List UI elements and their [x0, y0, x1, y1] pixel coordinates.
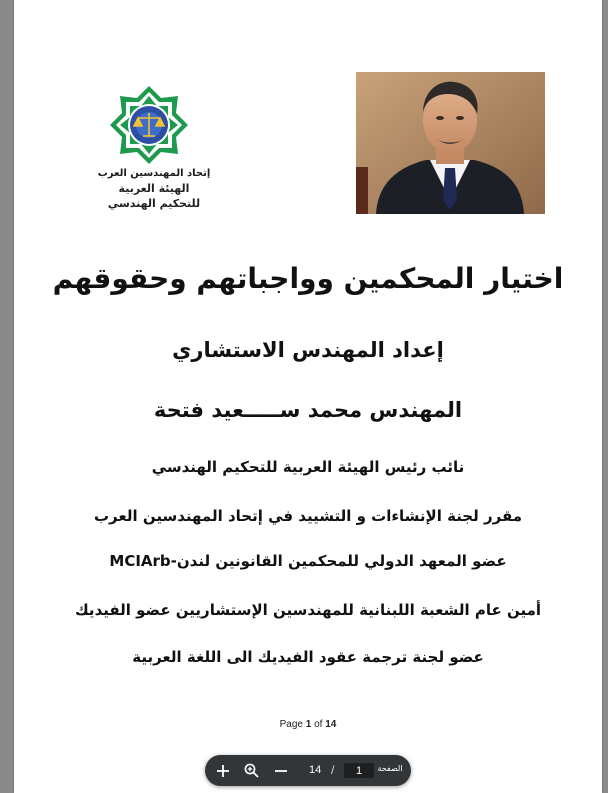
- author-role-line: أمين عام الشعبة اللبنانية للمهندسين الإستشاريين عضو الفيديك: [74, 601, 542, 619]
- add-button[interactable]: [211, 755, 235, 786]
- zoom-out-button[interactable]: [269, 755, 293, 786]
- minus-icon: [274, 764, 288, 778]
- logo-caption: [84, 166, 224, 211]
- zoom-in-icon: [244, 763, 259, 778]
- page-current: 1: [305, 719, 312, 730]
- author-name: المهندس محمد ســـــعيد فتحة: [153, 398, 463, 422]
- total-pages: 14: [309, 764, 322, 776]
- page-total: 14: [325, 719, 337, 730]
- pdf-viewer-toolbar: [205, 755, 411, 786]
- author-portrait-photo: [356, 72, 545, 214]
- page-separator: /: [331, 763, 335, 777]
- document-title: اختيار المحكمين وواجباتهم وحقوقهم: [52, 262, 564, 295]
- author-role-line: عضو المعهد الدولي للمحكمين القانونين لندن-MCIArb: [109, 552, 507, 570]
- author-role-line: نائب رئيس الهيئة العربية للتحكيم الهندسي: [151, 458, 465, 476]
- page-word: Page: [279, 719, 303, 730]
- author-role-line: عضو لجنة ترجمة عقود الفيديك الى اللغة العربية: [132, 648, 484, 666]
- logo-caption-arbitration: للتحكيم الهندسي: [107, 197, 201, 210]
- page-of-word: of: [314, 719, 323, 730]
- prepared-by-heading: إعداد المهندس الاستشاري: [172, 338, 444, 362]
- zoom-in-button[interactable]: [239, 755, 263, 786]
- page-number-footer: [14, 719, 602, 730]
- plus-icon: [216, 764, 230, 778]
- logo-caption-union: إتحاد المهندسين العرب: [97, 168, 211, 179]
- page-number-input[interactable]: [344, 763, 374, 778]
- arab-engineers-union-logo: [108, 84, 190, 166]
- document-page: [14, 0, 602, 793]
- page-label: الصفحة: [377, 764, 403, 773]
- author-role-line: مقرر لجنة الإنشاءات و التشييد في إتحاد المهندسين العرب: [93, 507, 523, 525]
- logo-caption-commission: الهيئة العربية: [118, 182, 190, 195]
